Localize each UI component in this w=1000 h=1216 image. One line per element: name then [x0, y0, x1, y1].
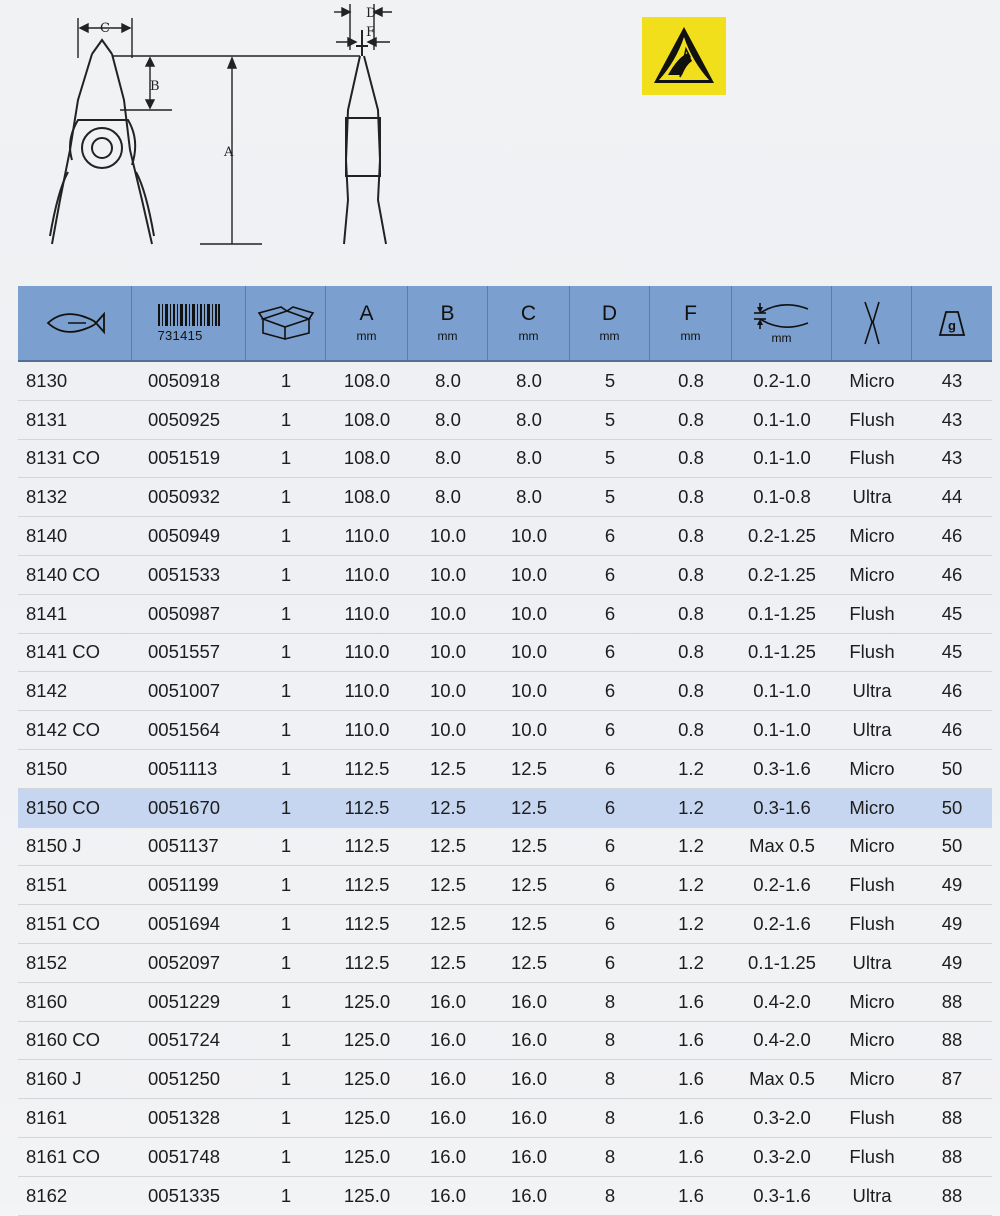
header-capacity: mm: [732, 286, 832, 360]
cell-cut-type: Flush: [849, 874, 895, 896]
svg-text:g: g: [948, 318, 956, 333]
cell-dim-b: 10.0: [429, 602, 466, 624]
cell-model: 8142 CO: [26, 719, 101, 741]
cell-code: 0051557: [148, 641, 221, 663]
table-row: [18, 944, 992, 983]
cell-dim-d: 6: [604, 951, 616, 973]
cell-dim-b: 10.0: [429, 719, 466, 741]
cell-dim-c: 10.0: [510, 563, 547, 585]
table-row: [18, 401, 992, 440]
cell-dim-b: 8.0: [435, 486, 461, 508]
cell-dim-c: 10.0: [510, 641, 547, 663]
table-row: [18, 672, 992, 711]
cell-quantity: 1: [280, 525, 292, 547]
cell-weight: 88: [941, 1145, 963, 1167]
cell-dim-a: 125.0: [343, 1068, 391, 1090]
cell-dim-c: 12.5: [510, 757, 547, 779]
cell-dim-d: 5: [604, 408, 616, 430]
cell-dim-d: 8: [604, 1029, 616, 1051]
cell-dim-b: 16.0: [429, 1145, 466, 1167]
cell-quantity: 1: [280, 1068, 292, 1090]
cell-capacity: Max 0.5: [749, 1068, 815, 1090]
cell-capacity: 0.3-2.0: [753, 1145, 811, 1167]
cell-dim-f: 1.2: [678, 796, 704, 818]
cell-dim-d: 6: [604, 525, 616, 547]
cell-capacity: 0.1-1.0: [753, 408, 811, 430]
cell-dim-a: 110.0: [344, 525, 390, 547]
cell-dim-c: 16.0: [510, 1184, 547, 1206]
cell-dim-d: 8: [604, 1145, 616, 1167]
cell-model: 8160 J: [26, 1068, 82, 1090]
box-icon: [257, 305, 315, 341]
cell-cut-type: Ultra: [852, 486, 892, 508]
cell-capacity: 0.2-1.6: [753, 874, 811, 896]
cell-dim-c: 16.0: [510, 1107, 547, 1129]
dim-label-a: A: [224, 145, 234, 160]
header-model: [18, 286, 132, 360]
table-row: [18, 983, 992, 1022]
cell-dim-c: 8.0: [516, 369, 542, 391]
cell-cut-type: Flush: [849, 408, 895, 430]
table-row: [18, 517, 992, 556]
cell-dim-d: 8: [604, 1068, 616, 1090]
cell-capacity: 0.3-1.6: [753, 757, 811, 779]
cell-dim-a: 108.0: [343, 447, 391, 469]
header-a: A mm: [326, 286, 408, 360]
cell-dim-a: 110.0: [344, 719, 390, 741]
cell-capacity: 0.2-1.25: [748, 563, 816, 585]
cell-dim-a: 112.5: [344, 796, 390, 818]
cell-dim-f: 0.8: [678, 680, 704, 702]
cell-code: 0051335: [148, 1184, 221, 1206]
cell-code: 0051229: [148, 990, 221, 1012]
cell-quantity: 1: [280, 369, 292, 391]
cell-code: 0050949: [148, 525, 221, 547]
cell-weight: 49: [941, 951, 963, 973]
cell-code: 0050925: [148, 408, 221, 430]
table-row: [18, 556, 992, 595]
cell-cut-type: Flush: [849, 913, 895, 935]
cell-quantity: 1: [280, 796, 292, 818]
cell-dim-c: 10.0: [510, 719, 547, 741]
cell-capacity: 0.1-1.0: [753, 447, 811, 469]
cell-weight: 49: [941, 874, 963, 896]
cell-cut-type: Micro: [849, 990, 895, 1012]
dim-label-b: B: [150, 79, 160, 94]
table-row: [18, 1177, 992, 1216]
cell-capacity: 0.4-2.0: [753, 1029, 811, 1051]
cell-dim-a: 108.0: [343, 408, 391, 430]
cell-dim-b: 12.5: [429, 757, 466, 779]
cell-code: 0051748: [148, 1145, 221, 1167]
cell-code: 0051694: [148, 913, 221, 935]
cell-weight: 50: [941, 796, 963, 818]
cell-dim-f: 1.6: [678, 1029, 704, 1051]
header-d: D mm: [570, 286, 650, 360]
cell-dim-b: 8.0: [435, 447, 461, 469]
cell-dim-f: 0.8: [678, 719, 704, 741]
cell-dim-c: 16.0: [510, 1068, 547, 1090]
cell-dim-a: 125.0: [343, 1107, 391, 1129]
cell-weight: 87: [941, 1068, 963, 1090]
cell-weight: 50: [941, 757, 963, 779]
cell-model: 8130: [26, 369, 68, 391]
cell-model: 8131 CO: [26, 447, 101, 469]
table-row: [18, 362, 992, 401]
cell-dim-d: 6: [604, 913, 616, 935]
cell-quantity: 1: [280, 563, 292, 585]
cell-cut-type: Micro: [849, 757, 895, 779]
cell-dim-a: 125.0: [343, 990, 391, 1012]
cell-dim-a: 110.0: [344, 563, 390, 585]
cell-weight: 46: [941, 525, 963, 547]
cell-dim-a: 112.5: [344, 874, 390, 896]
barcode-icon: [158, 304, 220, 326]
cell-dim-f: 1.2: [678, 913, 704, 935]
table-row: [18, 866, 992, 905]
cell-dim-b: 10.0: [429, 641, 466, 663]
cell-model: 8152: [26, 951, 68, 973]
cell-capacity: Max 0.5: [749, 835, 815, 857]
cell-capacity: 0.1-1.0: [753, 719, 811, 741]
cell-dim-c: 8.0: [516, 447, 542, 469]
cell-dim-d: 6: [604, 874, 616, 896]
cell-dim-a: 125.0: [343, 1029, 391, 1051]
cell-code: 0051007: [148, 680, 221, 702]
cell-dim-c: 10.0: [510, 602, 547, 624]
cell-quantity: 1: [280, 719, 292, 741]
cell-weight: 46: [941, 563, 963, 585]
cell-dim-c: 10.0: [510, 680, 547, 702]
cell-cut-type: Flush: [849, 641, 895, 663]
cell-quantity: 1: [280, 874, 292, 896]
cell-code: 0051533: [148, 563, 221, 585]
cell-dim-b: 12.5: [429, 951, 466, 973]
cell-model: 8150 CO: [26, 796, 101, 818]
table-row: [18, 1060, 992, 1099]
cell-quantity: 1: [280, 913, 292, 935]
cell-weight: 49: [941, 913, 963, 935]
cell-model: 8151 CO: [26, 913, 101, 935]
cell-model: 8162: [26, 1184, 68, 1206]
cell-dim-c: 12.5: [510, 951, 547, 973]
table-body: [18, 362, 992, 1216]
cell-weight: 44: [941, 486, 963, 508]
cell-dim-f: 0.8: [678, 486, 704, 508]
cell-dim-d: 6: [604, 719, 616, 741]
cell-quantity: 1: [280, 835, 292, 857]
esd-warning-icon: [642, 17, 726, 95]
table-row: [18, 478, 992, 517]
cell-dim-b: 12.5: [429, 796, 466, 818]
cell-capacity: 0.2-1.6: [753, 913, 811, 935]
cell-dim-b: 16.0: [429, 1068, 466, 1090]
header-b: B mm: [408, 286, 488, 360]
table-row: [18, 440, 992, 479]
cell-dim-c: 12.5: [510, 796, 547, 818]
cell-model: 8160: [26, 990, 68, 1012]
cell-capacity: 0.1-1.0: [753, 680, 811, 702]
table-row: [18, 750, 992, 789]
cell-dim-c: 12.5: [510, 913, 547, 935]
cell-dim-b: 16.0: [429, 1184, 466, 1206]
cell-model: 8140 CO: [26, 563, 101, 585]
cell-dim-b: 16.0: [429, 1107, 466, 1129]
cell-dim-f: 1.2: [678, 951, 704, 973]
weight-icon: [937, 308, 967, 338]
cell-quantity: 1: [280, 602, 292, 624]
cell-cut-type: Micro: [849, 525, 895, 547]
cell-code: 0051328: [148, 1107, 221, 1129]
cell-quantity: 1: [280, 990, 292, 1012]
cell-dim-b: 16.0: [429, 1029, 466, 1051]
cell-code: 0050987: [148, 602, 221, 624]
cell-dim-a: 110.0: [344, 680, 390, 702]
cell-cut-type: Micro: [849, 1068, 895, 1090]
header-package: [246, 286, 326, 360]
cell-weight: 43: [941, 447, 963, 469]
cell-dim-c: 16.0: [510, 990, 547, 1012]
table-row: [18, 634, 992, 673]
cell-weight: 88: [941, 990, 963, 1012]
cell-quantity: 1: [280, 1029, 292, 1051]
cell-model: 8132: [26, 486, 68, 508]
cell-dim-b: 12.5: [429, 874, 466, 896]
cell-dim-b: 16.0: [429, 990, 466, 1012]
cell-dim-d: 6: [604, 835, 616, 857]
table-row: [18, 1099, 992, 1138]
cell-dim-f: 0.8: [678, 369, 704, 391]
cell-dim-b: 10.0: [429, 680, 466, 702]
cell-dim-a: 112.5: [344, 913, 390, 935]
cutting-capacity-icon: [752, 301, 812, 331]
cell-capacity: 0.3-1.6: [753, 1184, 811, 1206]
cell-code: 0051670: [148, 796, 221, 818]
cell-cut-type: Micro: [849, 796, 895, 818]
cell-weight: 46: [941, 680, 963, 702]
cut-type-icon: [861, 300, 883, 346]
product-table: [18, 286, 992, 1216]
cell-model: 8150: [26, 757, 68, 779]
cell-dim-c: 12.5: [510, 835, 547, 857]
cell-model: 8160 CO: [26, 1029, 101, 1051]
cell-capacity: 0.1-0.8: [753, 486, 811, 508]
cell-dim-d: 6: [604, 680, 616, 702]
cell-weight: 46: [941, 719, 963, 741]
cell-code: 0051199: [148, 874, 219, 896]
cell-capacity: 0.4-2.0: [753, 990, 811, 1012]
cell-dim-f: 1.2: [678, 874, 704, 896]
cell-capacity: 0.1-1.25: [748, 951, 816, 973]
cell-cut-type: Flush: [849, 1145, 895, 1167]
cell-cut-type: Flush: [849, 447, 895, 469]
table-row: [18, 1138, 992, 1177]
cell-code: 0051137: [148, 835, 219, 857]
cell-dim-f: 0.8: [678, 408, 704, 430]
cell-code: 0051519: [148, 447, 221, 469]
cell-dim-a: 112.5: [344, 951, 390, 973]
cell-dim-d: 8: [604, 1107, 616, 1129]
cell-dim-f: 0.8: [678, 563, 704, 585]
cell-dim-d: 6: [604, 757, 616, 779]
barcode-number: 731415: [157, 327, 203, 343]
cell-quantity: 1: [280, 1107, 292, 1129]
cell-dim-f: 1.2: [678, 835, 704, 857]
cell-quantity: 1: [280, 486, 292, 508]
cell-dim-f: 1.6: [678, 1184, 704, 1206]
cell-dim-c: 12.5: [510, 874, 547, 896]
cell-dim-c: 10.0: [510, 525, 547, 547]
cell-dim-b: 12.5: [429, 835, 466, 857]
cell-cut-type: Flush: [849, 602, 895, 624]
table-row: [18, 711, 992, 750]
cell-code: 0050918: [148, 369, 221, 391]
cell-dim-a: 108.0: [343, 369, 391, 391]
cell-code: 0051113: [148, 757, 218, 779]
table-header: [18, 286, 992, 362]
table-row: [18, 1022, 992, 1061]
cell-dim-f: 1.6: [678, 1107, 704, 1129]
cell-capacity: 0.1-1.25: [748, 641, 816, 663]
cell-dim-a: 112.5: [344, 835, 390, 857]
cell-dim-f: 0.8: [678, 641, 704, 663]
cell-quantity: 1: [280, 641, 292, 663]
cell-cut-type: Flush: [849, 1107, 895, 1129]
cell-capacity: 0.3-2.0: [753, 1107, 811, 1129]
table-row: [18, 789, 992, 828]
cell-dim-f: 1.6: [678, 990, 704, 1012]
cell-cut-type: Micro: [849, 563, 895, 585]
table-row: [18, 595, 992, 634]
cell-code: 0051250: [148, 1068, 221, 1090]
cell-model: 8141: [26, 602, 68, 624]
cell-cut-type: Ultra: [852, 680, 892, 702]
cell-model: 8150 J: [26, 835, 82, 857]
header-f: F mm: [650, 286, 732, 360]
cell-weight: 88: [941, 1184, 963, 1206]
cell-model: 8161: [26, 1107, 68, 1129]
cell-weight: 43: [941, 369, 963, 391]
cell-dim-d: 6: [604, 602, 616, 624]
cell-code: 0052097: [148, 951, 221, 973]
cell-dim-d: 5: [604, 447, 616, 469]
header-cut-type: [832, 286, 912, 360]
cell-dim-d: 8: [604, 990, 616, 1012]
cell-cut-type: Micro: [849, 835, 895, 857]
cell-dim-d: 6: [604, 563, 616, 585]
header-c: C mm: [488, 286, 570, 360]
cell-dim-d: 8: [604, 1184, 616, 1206]
cell-dim-b: 8.0: [435, 369, 461, 391]
cell-quantity: 1: [280, 1184, 292, 1206]
cell-weight: 43: [941, 408, 963, 430]
cell-capacity: 0.2-1.25: [748, 525, 816, 547]
cell-cut-type: Ultra: [852, 1184, 892, 1206]
cell-weight: 45: [941, 602, 963, 624]
cell-dim-a: 110.0: [344, 602, 390, 624]
cell-cut-type: Ultra: [852, 719, 892, 741]
cell-capacity: 0.1-1.25: [748, 602, 816, 624]
cell-quantity: 1: [280, 1145, 292, 1167]
cell-quantity: 1: [280, 951, 292, 973]
cell-cut-type: Ultra: [852, 951, 892, 973]
cell-dim-c: 16.0: [510, 1145, 547, 1167]
dim-label-c: C: [100, 21, 110, 36]
table-row: [18, 828, 992, 867]
cell-dim-a: 125.0: [343, 1184, 391, 1206]
cell-dim-a: 110.0: [344, 641, 390, 663]
cell-dim-c: 8.0: [516, 408, 542, 430]
cell-dim-d: 6: [604, 796, 616, 818]
cutter-dimension-diagram: [0, 0, 640, 260]
fish-icon: [44, 308, 106, 338]
cell-dim-f: 1.6: [678, 1068, 704, 1090]
cell-weight: 88: [941, 1029, 963, 1051]
dim-label-f: F: [366, 25, 376, 40]
cell-quantity: 1: [280, 408, 292, 430]
header-barcode: [132, 286, 246, 360]
cell-weight: 88: [941, 1107, 963, 1129]
cell-dim-f: 0.8: [678, 525, 704, 547]
cell-dim-f: 0.8: [678, 602, 704, 624]
cell-dim-a: 125.0: [343, 1145, 391, 1167]
cell-model: 8151: [26, 874, 68, 896]
cell-dim-f: 1.6: [678, 1145, 704, 1167]
cell-dim-c: 16.0: [510, 1029, 547, 1051]
cell-dim-b: 12.5: [429, 913, 466, 935]
cell-model: 8131: [26, 408, 68, 430]
cell-dim-d: 5: [604, 369, 616, 391]
cell-dim-b: 10.0: [429, 525, 466, 547]
cell-dim-d: 5: [604, 486, 616, 508]
cell-model: 8161 CO: [26, 1145, 101, 1167]
cell-code: 0050932: [148, 486, 221, 508]
cell-dim-f: 0.8: [678, 447, 704, 469]
cell-capacity: 0.2-1.0: [753, 369, 811, 391]
cell-quantity: 1: [280, 447, 292, 469]
cell-dim-f: 1.2: [678, 757, 704, 779]
cell-weight: 45: [941, 641, 963, 663]
cell-model: 8141 CO: [26, 641, 101, 663]
cell-dim-b: 8.0: [435, 408, 461, 430]
cell-quantity: 1: [280, 757, 292, 779]
cell-quantity: 1: [280, 680, 292, 702]
cell-dim-a: 112.5: [344, 757, 390, 779]
cell-weight: 50: [941, 835, 963, 857]
cell-dim-d: 6: [604, 641, 616, 663]
cell-capacity: 0.3-1.6: [753, 796, 811, 818]
cell-code: 0051724: [148, 1029, 221, 1051]
cell-model: 8140: [26, 525, 68, 547]
dim-label-d: D: [366, 6, 377, 21]
cell-model: 8142: [26, 680, 68, 702]
header-weight: [912, 286, 992, 360]
cell-cut-type: Micro: [849, 1029, 895, 1051]
cell-code: 0051564: [148, 719, 221, 741]
table-row: [18, 905, 992, 944]
cell-dim-b: 10.0: [429, 563, 466, 585]
cell-cut-type: Micro: [849, 369, 895, 391]
cell-dim-a: 108.0: [343, 486, 391, 508]
cell-dim-c: 8.0: [516, 486, 542, 508]
